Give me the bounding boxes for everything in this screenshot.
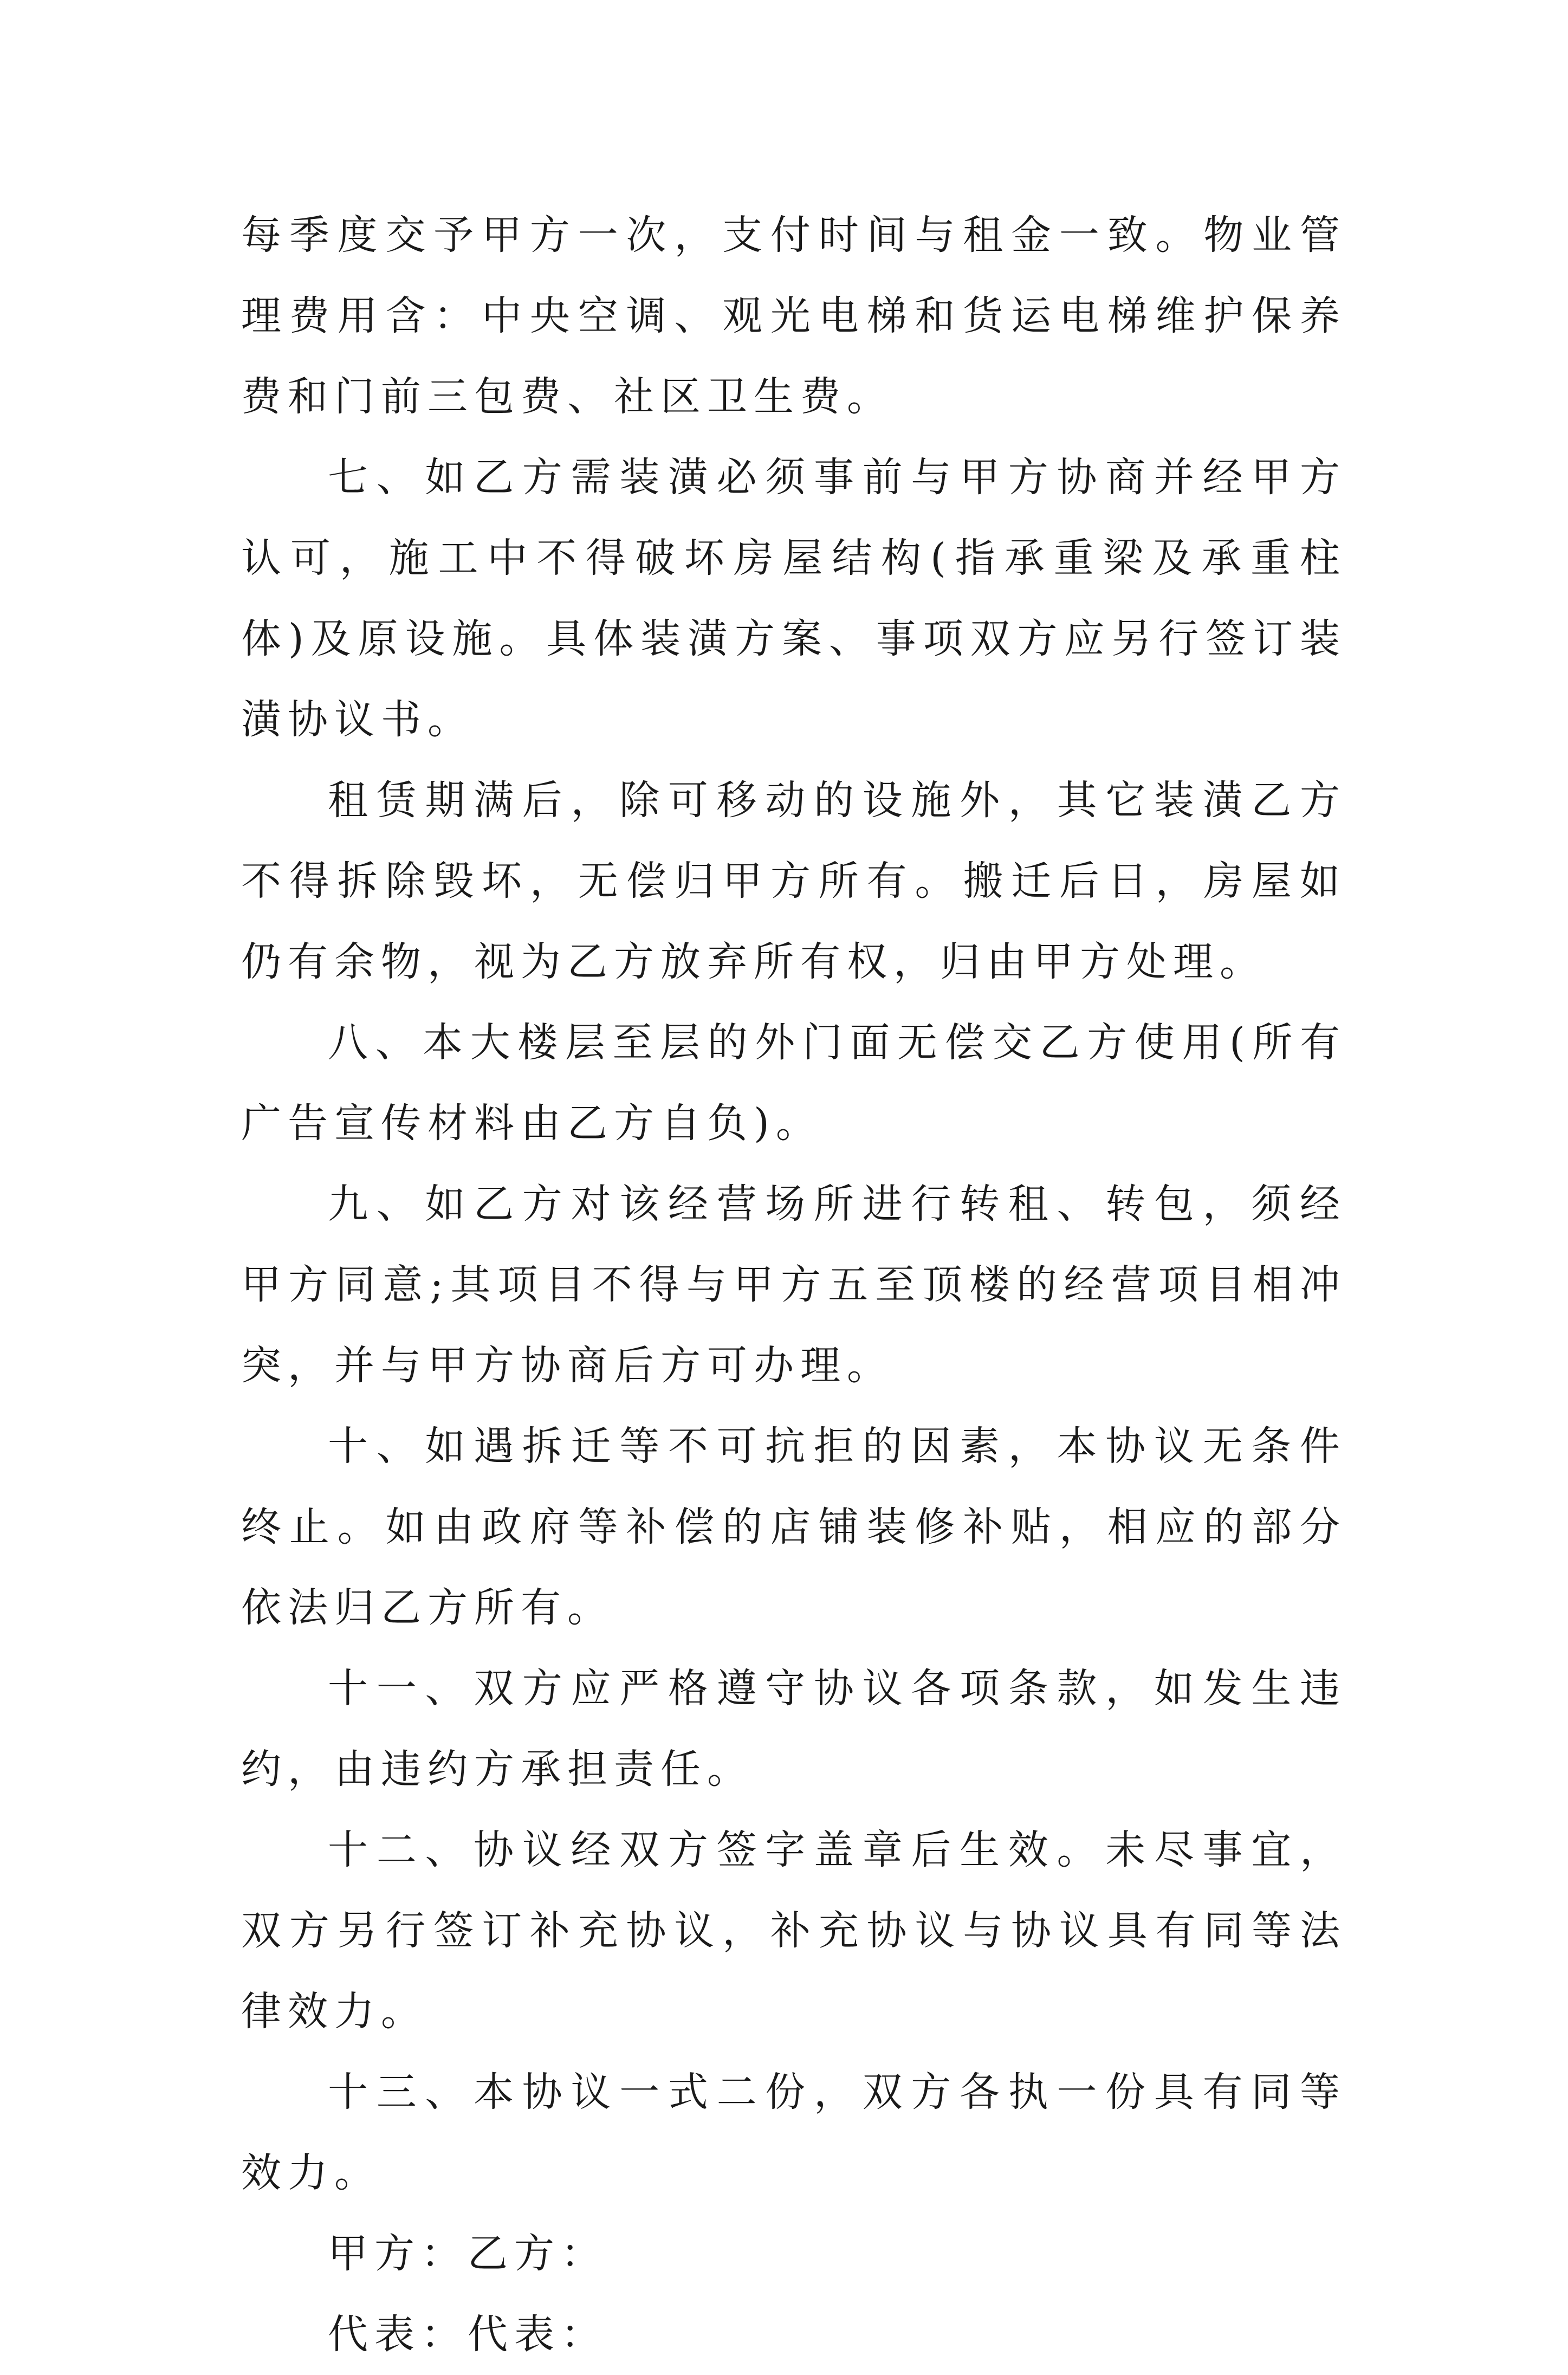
paragraph-clause-9: 九、如乙方对该经营场所进行转租、转包，须经甲方同意;其项目不得与甲方五至顶楼的经营项目相冲突，并与甲方协商后方可办理。 [241,1181,1346,1389]
paragraph-clause-7: 七、如乙方需装潢必须事前与甲方协商并经甲方认可，施工中不得破坏房屋结构(指承重梁及承重柱体)及原设施。具体装潢方案、事项双方应另行签订装潢协议书。 [241,454,1346,743]
paragraph-continuation: 每季度交予甲方一次，支付时间与租金一致。物业管理费用含：中央空调、观光电梯和货运电梯维护保养费和门前三包费、社区卫生费。 [241,212,1346,420]
paragraph-lease-expiry: 租赁期满后，除可移动的设施外，其它装潢乙方不得拆除毁坏，无偿归甲方所有。搬迁后日，房屋如仍有余物，视为乙方放弃所有权，归由甲方处理。 [241,777,1346,985]
paragraph-clause-10: 十、如遇拆迁等不可抗拒的因素，本协议无条件终止。如由政府等补偿的店铺装修补贴，相应的部分依法归乙方所有。 [241,1423,1346,1631]
paragraph-clause-13: 十三、本协议一式二份，双方各执一份具有同等效力。 [241,2069,1346,2196]
document-body [241,195,1346,2375]
paragraph-clause-8: 八、本大楼层至层的外门面无偿交乙方使用(所有广告宣传材料由乙方自负)。 [241,1019,1346,1147]
signature-parties-line: 甲方：乙方： [328,2230,607,2277]
signature-representatives-line: 代表：代表： [328,2311,607,2358]
paragraph-clause-11: 十一、双方应严格遵守协议各项条款，如发生违约，由违约方承担责任。 [241,1665,1346,1792]
paragraph-clause-12: 十二、协议经双方签字盖章后生效。未尽事宜，双方另行签订补充协议，补充协议与协议具有同等法律效力。 [241,1827,1346,2035]
